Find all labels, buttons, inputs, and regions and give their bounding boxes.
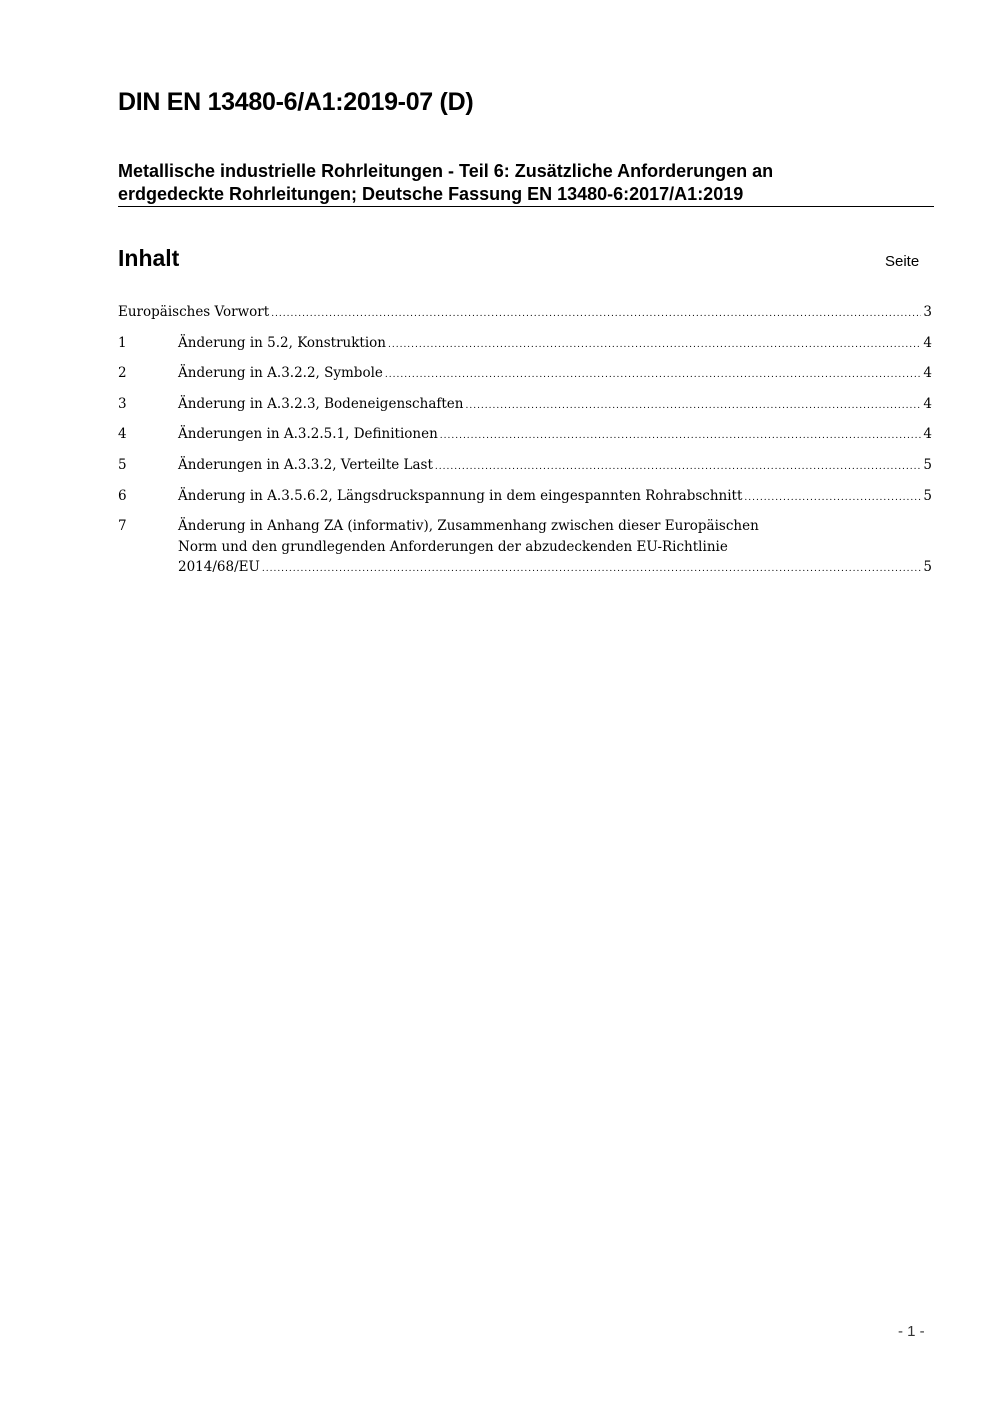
- toc-leader-dots: [440, 426, 922, 447]
- page-number: - 1 -: [898, 1323, 925, 1340]
- toc-leader-dots: [271, 304, 921, 325]
- toc-entry-number: 7: [118, 518, 127, 535]
- toc-entry-page: 4: [923, 334, 932, 351]
- toc-entry-text-line-2: Norm und den grundlegenden Anforderungen der abzudeckenden EU-Richtlinie: [178, 538, 728, 555]
- toc-entry-text: Änderungen in A.3.2.5.1, Definitionen: [178, 426, 438, 443]
- toc-entry-number: 5: [118, 456, 127, 473]
- toc-entry-text: Änderungen in A.3.3.2, Verteilte Last: [178, 456, 433, 473]
- toc-entry-page: 4: [923, 426, 932, 443]
- table-of-contents: [118, 302, 932, 580]
- toc-entry-6[interactable]: [118, 486, 932, 517]
- toc-entry-number: 3: [118, 395, 127, 412]
- toc-entry-3[interactable]: [118, 394, 932, 425]
- toc-entry-2[interactable]: [118, 363, 932, 394]
- document-title: DIN EN 13480-6/A1:2019-07 (D): [118, 88, 474, 116]
- toc-entry-text-line-1: Änderung in Anhang ZA (informativ), Zusammenhang zwischen dieser Europäischen: [178, 518, 759, 535]
- toc-leader-dots: [262, 559, 922, 580]
- toc-leader-dots: [388, 335, 921, 356]
- toc-entry-page: 5: [923, 456, 932, 473]
- toc-entry-4[interactable]: [118, 424, 932, 455]
- toc-entry-foreword[interactable]: [118, 302, 932, 333]
- toc-leader-dots: [465, 396, 921, 417]
- toc-entry-text: Änderung in A.3.2.3, Bodeneigenschaften: [178, 395, 464, 412]
- toc-leader-dots: [385, 365, 922, 386]
- toc-entry-number: 6: [118, 487, 127, 504]
- toc-entry-7[interactable]: [118, 516, 932, 580]
- document-subtitle: Metallische industrielle Rohrleitungen - Teil 6: Zusätzliche Anforderungen an erdgedeckte Rohrleitungen; Deutsche Fassung EN 13480-6:2017/A1:2019: [118, 161, 774, 204]
- toc-entry-number: 4: [118, 426, 127, 443]
- toc-leader-dots: [435, 457, 922, 478]
- toc-entry-text: Änderung in A.3.2.2, Symbole: [178, 365, 383, 382]
- toc-entry-text: Änderung in 5.2, Konstruktion: [178, 334, 386, 351]
- toc-leader-dots: [744, 488, 921, 509]
- title-divider: [118, 206, 934, 207]
- toc-heading: Inhalt: [118, 245, 180, 271]
- toc-entry-5[interactable]: [118, 455, 932, 486]
- toc-entry-page: 3: [923, 304, 932, 320]
- toc-page-column-heading: Seite: [885, 253, 920, 270]
- toc-entry-text: Änderung in A.3.5.6.2, Längsdruckspannung in dem eingespannten Rohrabschnitt: [178, 487, 743, 504]
- toc-entry-number: 2: [118, 365, 127, 382]
- toc-entry-number: 1: [118, 334, 127, 351]
- toc-entry-text: Europäisches Vorwort: [118, 304, 270, 320]
- toc-entry-page: 5: [923, 559, 932, 576]
- toc-entry-1[interactable]: [118, 333, 932, 364]
- toc-entry-page: 5: [923, 487, 932, 504]
- toc-entry-page: 4: [923, 365, 932, 382]
- toc-entry-text-line-3: 2014/68/EU: [178, 559, 260, 576]
- toc-entry-page: 4: [923, 395, 932, 412]
